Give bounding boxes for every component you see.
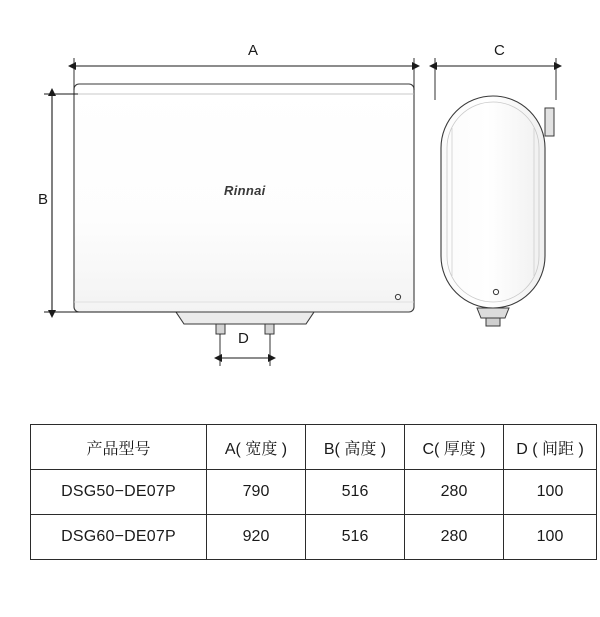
dimension-a-label: A [248,42,259,59]
table-header-row [31,425,597,470]
cell-width: 790 [207,470,306,515]
side-base-plate [477,308,509,318]
specification-table [30,424,597,560]
side-view [441,96,554,326]
cell-spacing: 100 [504,515,597,560]
cell-model: DSG60−DE07P [31,515,207,560]
front-view [74,84,414,334]
header-height: B( 高度 ) [306,425,405,470]
cell-width: 920 [207,515,306,560]
table-row [31,515,597,560]
cell-thickness: 280 [405,470,504,515]
cell-model: DSG50−DE07P [31,470,207,515]
front-body-outline [74,84,414,312]
side-wall-bracket [545,108,554,136]
table-head [31,425,597,470]
cell-spacing: 100 [504,470,597,515]
header-width: A( 宽度 ) [207,425,306,470]
cell-height: 516 [306,470,405,515]
header-thickness: C( 厚度 ) [405,425,504,470]
specification-table-wrapper [30,424,584,560]
cell-height: 516 [306,515,405,560]
front-base-plate [176,312,314,324]
dimension-c [435,58,556,100]
header-model: 产品型号 [31,425,207,470]
brand-wordmark: Rinnai [224,183,266,198]
dimension-b-label: B [38,191,49,208]
front-pipe-left [216,324,225,334]
dimension-c-label: C [494,42,506,59]
dimension-d-label: D [238,330,250,347]
side-pipe [486,318,500,326]
side-body-outline [441,96,545,308]
cell-thickness: 280 [405,515,504,560]
front-pipe-right [265,324,274,334]
table-body [31,470,597,560]
header-spacing: D ( 间距 ) [504,425,597,470]
table-row [31,470,597,515]
